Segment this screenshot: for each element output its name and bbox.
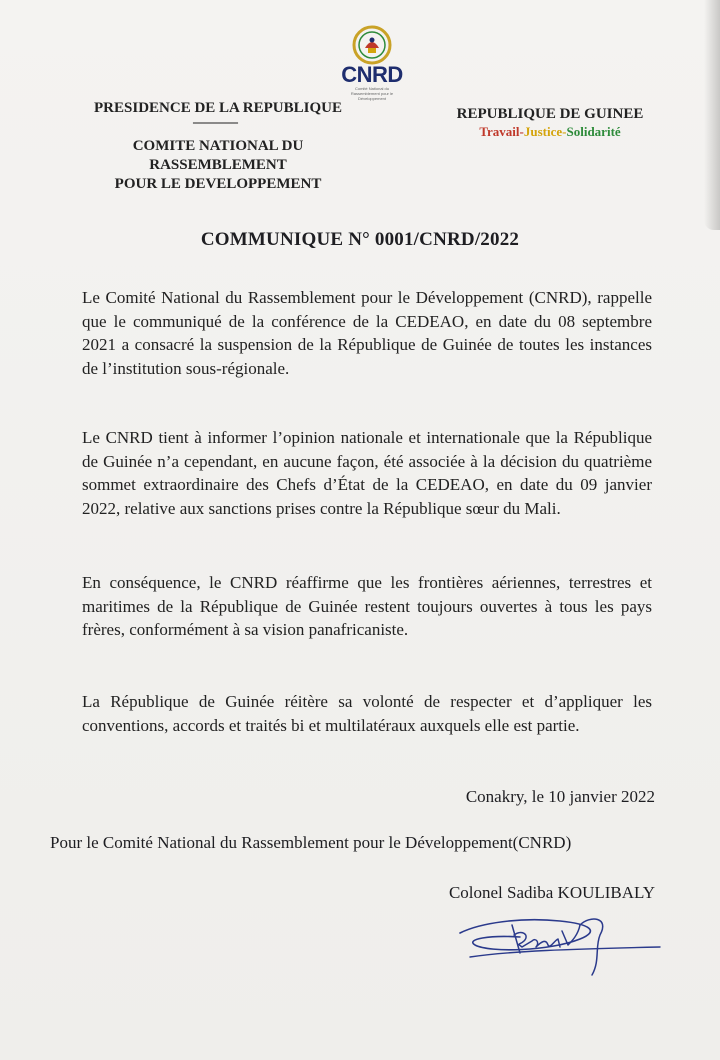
body-paragraph: En conséquence, le CNRD réaffirme que les frontières aériennes, terrestres et maritimes de la République de Guinée restent toujours ouvertes à tous les pays frères, conformément à sa vision panafricaniste. <box>82 573 652 639</box>
motto-dash: - <box>562 124 567 139</box>
motto-travail: Travail <box>479 124 520 139</box>
logo-wordmark: CNRD <box>341 62 403 87</box>
motto-dash: - <box>519 124 524 139</box>
logo-caption: Comité National du Rassemblement pour le Développement <box>350 86 394 101</box>
signer-name: Colonel Sadiba KOULIBALY <box>448 883 655 902</box>
body-paragraph: Le CNRD tient à informer l’opinion nationale et internationale que la République de Guinée n’a cependant, en aucune façon, été associée à la décision du quatrième sommet extraordinaire des Chefs d’État de la CEDEAO, en date du 09 janvier 2022, relative aux sanctions prises contre la République sœur du Mali. <box>82 428 652 518</box>
body-paragraph: La République de Guinée réitère sa volonté de respecter et d’appliquer les conventions, accords et traités bi et multilatéraux auxquels elle est partie. <box>82 692 652 735</box>
committee-line: POUR LE DEVELOPPEMENT <box>114 176 322 192</box>
body-paragraph: Le Comité National du Rassemblement pour le Développement (CNRD), rappelle que le communiqué de la conférence de la CEDEAO, en date du 08 septembre 2021 a consacré la suspension de la République de Guinée de toutes les instances de l’institution sous-régionale. <box>82 288 652 378</box>
header-separator: --------------- <box>192 115 238 129</box>
seal-icon <box>351 24 393 66</box>
communique-title: COMMUNIQUE N° 0001/CNRD/2022 <box>200 229 520 250</box>
committee-heading <box>70 137 366 194</box>
republic-heading: REPUBLIQUE DE GUINEE <box>456 106 644 122</box>
page-edge-shadow <box>704 0 720 230</box>
committee-line: RASSEMBLEMENT <box>149 157 287 173</box>
handwritten-signature <box>450 895 670 985</box>
motto-justice: Justice <box>523 124 563 139</box>
motto-solidarite: Solidarité <box>566 124 621 139</box>
for-committee-line: Pour le Comité National du Rassemblement pour le Développement(CNRD) <box>50 833 572 852</box>
cnrd-logo <box>336 24 408 101</box>
presidency-heading: PRESIDENCE DE LA REPUBLIQUE <box>94 100 342 116</box>
national-motto <box>432 124 668 140</box>
committee-line: COMITE NATIONAL DU <box>132 138 304 154</box>
place-date: Conakry, le 10 janvier 2022 <box>465 787 655 806</box>
